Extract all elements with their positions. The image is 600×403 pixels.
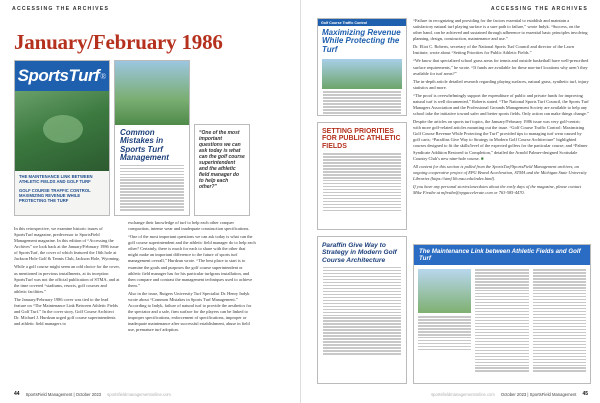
article-clipping-common-mistakes <box>114 60 190 216</box>
article-text-lines <box>318 153 406 211</box>
clipping-headline: Paraffin Give Way to Strategy in Modern Golf Course Architecture <box>322 242 397 264</box>
page-footer-left <box>14 391 171 397</box>
body-column-2 <box>128 220 256 335</box>
body-column-right <box>413 18 589 198</box>
paragraph: The January/February 1986 cover was tied to the lead feature on “The Maintenance Link Between Athletic Fields and Golf Turf.” In the cover story, Golf Course Architect Dr. Michael J. Hurdzan urged golf course superintendents and athletic field managers to <box>14 296 118 327</box>
registered-mark: ® <box>100 71 107 81</box>
clipping-photo <box>418 269 471 313</box>
article-text-lines <box>418 316 471 350</box>
clipping-photo <box>322 59 402 89</box>
clipping-kicker: Golf Course Traffic Control <box>318 19 406 26</box>
page-number: 45 <box>582 391 588 397</box>
body-column-1 <box>14 226 120 329</box>
end-mark-icon: ■ <box>480 155 484 161</box>
paragraph: The in-depth article detailed research regarding playing surfaces, natural grass, synthetic turf, injury statistics and more. <box>413 78 589 90</box>
article-text-lines <box>115 165 189 211</box>
article-text-lines <box>318 267 406 355</box>
cover-photo <box>15 91 109 171</box>
cover-masthead <box>15 61 109 91</box>
paragraph: Also in the issue, Rutgers University Turf Specialist Dr. Henry Indyk wrote about “Common Mistakes in Sports Turf Management.” According to Indyk, failure of natural turf to provide the aesthetics for the spectator and a safe, firm surface for the players can be linked to improper specifications, enforcement of specifications, improper or inadequate maintenance after successful establishment, abuse in field use, premature turf adoption. <box>128 290 252 333</box>
footer-website[interactable]: sportsfieldmanagementonline.com <box>107 391 171 397</box>
paragraph <box>413 119 589 162</box>
clipping-headline: SETTING PRIORITIES FOR PUBLIC ATHLETIC FIELDS <box>322 128 401 150</box>
clipping-headline: Maximizing Revenue While Protecting the Turf <box>322 28 401 54</box>
page-headline: January/February 1986 <box>14 30 223 54</box>
article-clipping-golf-architecture <box>317 236 407 384</box>
clipping-column <box>475 269 528 373</box>
clipping-column <box>533 269 586 373</box>
paragraph: “We know that specialized school grass areas for tennis and outside basketball have well-prescribed surface requirements,” he wrote. “If funds are available for these non-turf locations why aren’t they available for turf areas?” <box>413 58 589 76</box>
paragraph: Dr. Eliot C. Roberts, secretary of the National Sports Turf Council and director of the Lawn Institute, wrote about “Setting Priorities for Public Athletic Fields.” <box>413 44 574 56</box>
paragraph: exchange their knowledge of turf to help each other conquer compaction, intense wear and inadequate construction specifications. <box>128 220 250 232</box>
right-page <box>300 0 600 403</box>
section-label: ACCESSING THE ARCHIVES <box>490 6 588 12</box>
page-number: 44 <box>14 391 20 397</box>
pull-quote: “One of the most important questions we can ask today is what can the golf course superintendent and the athletic field manager do to help each other?” <box>199 130 245 190</box>
paragraph: While a golf course might seem an odd choice for the cover, as mentioned in previous installments, at its inception SportsTurf was not the official publication of STMA, and at the time covered “stadiums, resorts, golf courses and athletic facilities.” <box>14 264 120 294</box>
article-photo <box>115 61 189 125</box>
article-clipping-maintenance-link <box>413 244 591 384</box>
clipping-column <box>418 269 471 373</box>
cover-tagline-2: GOLF COURSE TRAFFIC CONTROL MAXIMIZING REVENUE WHILE PROTECTING THE TURF <box>19 187 91 203</box>
article-clipping-title: Common Mistakes in Sports Turf Management <box>120 128 169 163</box>
page-footer-right <box>431 391 588 397</box>
paragraph: “The proof is overwhelmingly support the expenditure of public and private funds for improving natural turf is well documented,” Roberts stated. “The National Sports Turf Council, the Sports Turf Managers Association and the Professional Grounds Management Society are available to help any school take the initiative toward safer and better sports fields. Only action can make things change.” <box>413 92 589 117</box>
article-clipping-setting-priorities <box>317 122 407 230</box>
cover-tagline-1: THE MAINTENANCE LINK BETWEEN ATHLETIC FIELDS AND GOLF TURF <box>19 174 93 185</box>
contact-note: If you have any personal stories/anecdotes about the early days of the magazine, please contact Mike Firstbe at mfirstbe@epgaccelerate.com or 763-585-4470. <box>413 183 582 196</box>
article-text-lines <box>475 269 528 372</box>
footer-publication: SportsField Management | October 2023 <box>25 391 102 397</box>
cover-masthead-text: SportsTurf <box>17 66 100 85</box>
footer-publication: October 2023 | SportsField Management <box>500 391 577 397</box>
clipping-banner: The Maintenance Link between Athletic Fields and Golf Turf <box>414 245 590 265</box>
article-clipping-traffic-control <box>317 18 407 116</box>
paragraph: In this retrospective, we examine historic issues of SportsTurf magazine, predecessor to SportsField Management magazine. In this edition of “Accessing the Archives” we look back at the January/February 1986 issue of SportsTurf, the cover of which featured the 16th hole at Jackson Hole Golf & Tennis Club, Jackson Hole, Wyoming. <box>14 226 120 262</box>
section-label: ACCESSING THE ARCHIVES <box>12 6 110 12</box>
article-text-lines <box>533 269 586 372</box>
paragraph: “One of the most important questions we can ask today is what can the golf course superintendent and the athletic field manager do to help each other? Certainly, there is much for each to share with the other that might make an important difference to the future of sports turf management overall,” Hurdzan wrote. “The best place to start is to examine the goals and purposes the golf course superintendent or athletic field manager has for his particular turfgrass installation, and then compare and contrast the management techniques used to achieve them.” <box>128 234 256 288</box>
paragraph-text: Despite the articles on sports turf topics, the January/February 1986 issue was very golf-centric with more golf-related articles mounting out the issue. “Golf Course Traffic Control: Maximizing Golf Course Revenue While Protecting the Turf” provided tips to managing turf wear caused by golf carts; “Paraffins Give Way to Strategy in Modern Golf Course Architecture” highlighted courses designed to fit the skills/level of the expected golfers for the particular course; and “Palmer Syndicate Addition Restored to Completion,” detailed the Arnold Palmer-designed Scottsdale Country Club’s new nine-hole course. <box>413 119 588 161</box>
article-clipping-pull-quote <box>194 124 250 216</box>
magazine-cover-image <box>14 60 110 216</box>
clipping-columns <box>414 265 590 377</box>
article-text-lines <box>318 91 406 113</box>
archive-note: All content for this section is pulled from the SportsTurf/SportsField Management archives, an ongoing cooperative project of EPG Brand Acceleration, STMA and the Michigan State University Libraries (https://stmf.lib.msu.edu/index.html). <box>413 163 587 181</box>
footer-website[interactable]: sportsfieldmanagementonline.com <box>431 391 495 397</box>
paragraph: “Failure in recognizing and providing for the factors essential to establish and maintain a satisfactory natural turf playing surface is a sure path to failure,” wrote Indyk. “Success, on the other hand, can be achieved and sustained through adherence to essential basic principles involving planning, design, construction, maintenance and use.” <box>413 18 588 42</box>
